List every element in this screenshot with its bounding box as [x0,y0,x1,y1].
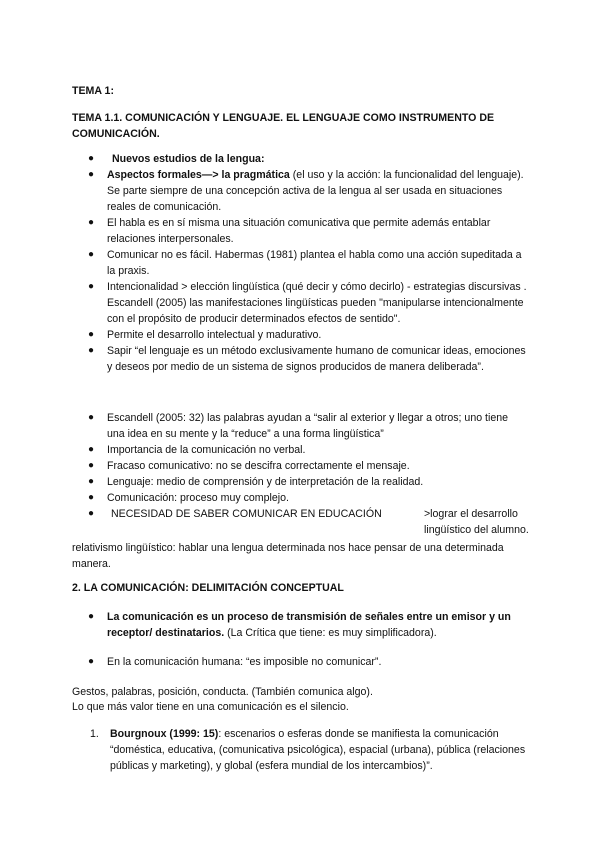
list-item-text: En la comunicación humana: “es imposible no comunicar”. [107,656,382,668]
list-item [0,279,600,327]
list-item-text: Comunicación: proceso muy complejo. [107,492,289,504]
bullet-list-4 [0,654,600,670]
list-item-text: Lenguaje: medio de comprensión y de interpretación de la realidad. [107,476,424,488]
tema-heading: TEMA 1: [72,85,114,97]
list-item [0,609,600,641]
bullet-list-3 [0,609,600,641]
necesidad-text: NECESIDAD DE SABER COMUNICAR EN EDUCACIÓN [111,508,382,520]
list-item-text: Permite el desarrollo intelectual y madurativo. [107,329,322,341]
list-item [0,247,600,279]
bourgnoux-text: : escenarios o esferas donde se manifiesta la comunicación “doméstica, educativa, (comunicativa psicológica), espacial (urbana), pública (relaciones públicas y marketing), y global (esfera mundial de los intercambios)”. [110,728,526,772]
relativismo-paragraph: relativismo lingüístico: hablar una lengua determinada nos hace pensar de una determinada manera. [72,542,504,570]
list-item [0,474,600,490]
bullet-icon: ● [88,169,95,180]
bullet-icon: ● [88,508,95,519]
list-item [0,458,600,474]
list-item-text: Sapir “el lenguaje es un método exclusivamente humano de comunicar ideas, emociones y deseos por medio de un sistema de signos producidos de manera deliberada”. [107,345,526,373]
list-item-text: Escandell (2005: 32) las palabras ayudan a “salir al exterior y llegar a otros; uno tiene una idea en su mente y la “reduce” a una forma lingüística” [107,412,509,440]
bullet-icon: ● [88,217,95,228]
list-item [0,151,600,167]
bullet-icon: ● [88,656,95,667]
list-item [0,327,600,343]
list-item [0,654,600,670]
bullet-icon: ● [88,460,95,471]
bourgnoux-citation: Bourgnoux (1999: 15) [110,728,219,740]
bullet-list-1 [0,151,600,375]
bullet-icon: ● [88,345,95,356]
list-item [0,167,600,215]
list-item [0,343,600,375]
bullet-list-2 [0,410,600,538]
list-item-text: Importancia de la comunicación no verbal. [107,444,306,456]
section2-title: 2. LA COMUNICACIÓN: DELIMITACIÓN CONCEPTUAL [72,582,344,594]
list-number: 1. [90,728,99,740]
list-item [0,410,600,442]
list-item-text: Fracaso comunicativo: no se descifra correctamente el mensaje. [107,460,410,472]
bullet-icon: ● [88,412,95,423]
bullet-icon: ● [88,492,95,503]
list-item [0,442,600,458]
bullet-icon: ● [88,329,95,340]
definition-critique: (La Crítica que tiene: es muy simplificadora). [224,627,437,639]
section1-title: TEMA 1.1. COMUNICACIÓN Y LENGUAJE. EL LENGUAJE COMO INSTRUMENTO DE COMUNICACIÓN. [72,112,495,140]
list-heading: Nuevos estudios de la lengua: [112,153,265,165]
list-item-text: Comunicar no es fácil. Habermas (1981) plantea el habla como una acción supeditada a la praxis. [107,249,522,277]
pragmatica-text: (el uso y la acción: la funcionalidad del lenguaje). Se parte siempre de una concepción activa de la lengua al ser usada en situaciones reales de comunicación. [107,169,524,213]
gestos-line: Gestos, palabras, posición, conducta. (También comunica algo). [72,686,373,698]
list-item-text: Intencionalidad > elección lingüística (qué decir y cómo decirlo) - estrategias discursivas . Escandell (2005) las manifestaciones lingüísticas pueden "manipularse intencionalmente con el propósito de producir determinados efectos de sentido". [107,281,527,325]
list-item [0,215,600,247]
list-item [0,490,600,506]
bullet-icon: ● [88,153,95,164]
bullet-icon: ● [88,444,95,455]
pragmatica-term: Aspectos formales—> la pragmática [107,169,290,181]
silencio-line: Lo que más valor tiene en una comunicación es el silencio. [72,701,349,713]
ordered-item-text [110,726,530,774]
bullet-icon: ● [88,476,95,487]
bullet-icon: ● [88,611,95,622]
bullet-icon: ● [88,281,95,292]
list-item [0,506,600,538]
bullet-icon: ● [88,249,95,260]
list-item-text: El habla es en sí misma una situación comunicativa que permite además entablar relaciones interpersonales. [107,217,491,245]
definition-bold: La comunicación es un proceso de transmisión de señales entre un emisor y un receptor/ destinatarios. [107,611,511,639]
necesidad-goal: >lograr el desarrollo lingüístico del alumno. [424,508,529,536]
